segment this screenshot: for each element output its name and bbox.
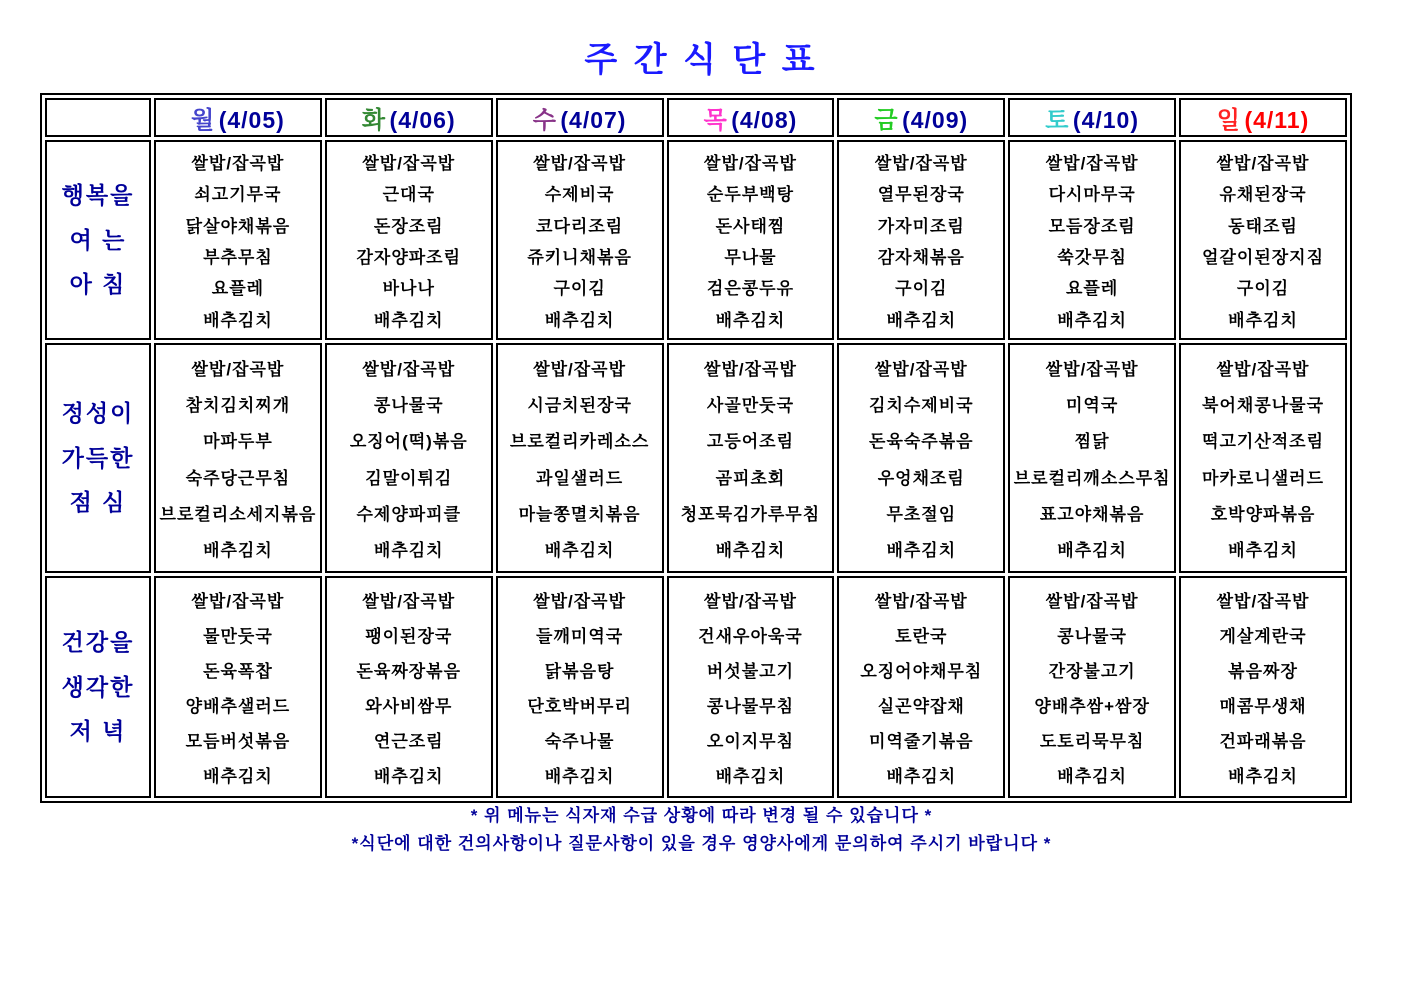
menu-item: 배추김치 — [203, 310, 273, 330]
day-date: (4/09) — [902, 107, 969, 133]
menu-item: 쌀밥/잡곡밥 — [191, 359, 285, 379]
day-name: 목 — [703, 107, 727, 134]
menu-item: 배추김치 — [544, 767, 615, 786]
menu-item: 양배추샐러드 — [185, 697, 291, 716]
menu-item: 쌀밥/잡곡밥 — [533, 154, 627, 174]
menu-cell-content — [669, 142, 833, 338]
menu-item: 배추김치 — [1057, 767, 1127, 786]
menu-item: 배추김치 — [886, 310, 957, 330]
label-line: 정성이 — [61, 399, 135, 426]
day-header-2 — [496, 98, 664, 137]
menu-item: 쑥갓무침 — [1057, 248, 1127, 268]
menu-item: 도토리묵무침 — [1039, 732, 1145, 751]
day-date: (4/05) — [218, 107, 285, 133]
day-header-3 — [667, 98, 835, 137]
menu-item: 배추김치 — [715, 310, 786, 330]
menu-item: 연근조림 — [373, 732, 444, 751]
day-name: 토 — [1045, 107, 1069, 134]
day-name: 일 — [1216, 107, 1240, 134]
menu-item: 쌀밥/잡곡밥 — [362, 359, 456, 379]
menu-item: 배추김치 — [1057, 310, 1127, 330]
menu-item: 볶음짜장 — [1228, 662, 1298, 681]
menu-item: 감자양파조림 — [356, 248, 462, 268]
menu-item: 우엉채조림 — [877, 468, 965, 488]
menu-item: 쇠고기무국 — [194, 185, 282, 205]
menu-item: 배추김치 — [715, 767, 786, 786]
menu-item: 검은콩두유 — [706, 279, 795, 299]
menu-item: 쌀밥/잡곡밥 — [1216, 154, 1310, 174]
day-header-1 — [325, 98, 493, 137]
menu-item: 김치수제비국 — [869, 395, 974, 415]
menu-item: 요플레 — [211, 279, 265, 299]
menu-cell-content — [839, 578, 1003, 796]
menu-item: 열무된장국 — [877, 185, 965, 205]
menu-item: 쌀밥/잡곡밥 — [1045, 592, 1139, 611]
menu-item: 쌀밥/잡곡밥 — [191, 592, 285, 611]
label-line: 저 녁 — [69, 718, 127, 745]
day-name: 화 — [361, 107, 386, 134]
menu-item: 쌀밥/잡곡밥 — [704, 154, 797, 174]
menu-cell-content — [839, 345, 1003, 571]
label-line: 점 심 — [69, 489, 127, 516]
menu-item: 숙주나물 — [544, 732, 615, 751]
menu-item: 배추김치 — [373, 541, 444, 561]
meal-section-label-dinner — [45, 576, 151, 798]
menu-item: 돈사태찜 — [715, 216, 786, 236]
menu-item: 오이지무침 — [706, 732, 795, 751]
menu-cell-breakfast-day0 — [154, 140, 322, 340]
menu-item: 사골만둣국 — [706, 395, 795, 415]
menu-item: 건파래볶음 — [1219, 732, 1307, 751]
menu-item: 닭살야채볶음 — [185, 216, 291, 236]
menu-item: 청포묵김가루무침 — [680, 504, 821, 524]
menu-item: 브로컬리소세지볶음 — [159, 504, 317, 524]
menu-cell-dinner-day2 — [496, 576, 664, 798]
menu-item: 건새우아욱국 — [698, 627, 803, 646]
menu-cell-lunch-day3 — [667, 343, 835, 573]
menu-cell-content — [327, 578, 491, 796]
menu-item: 무초절임 — [886, 504, 957, 524]
menu-cell-lunch-day2 — [496, 343, 664, 573]
menu-item: 쌀밥/잡곡밥 — [362, 592, 456, 611]
menu-item: 콩나물국 — [1057, 627, 1127, 646]
menu-item: 쌀밥/잡곡밥 — [874, 359, 968, 379]
menu-item: 미역줄기볶음 — [869, 732, 974, 751]
menu-cell-dinner-day6 — [1179, 576, 1347, 798]
day-date: (4/11) — [1244, 107, 1310, 133]
menu-item: 쌀밥/잡곡밥 — [704, 359, 797, 379]
menu-cell-content — [156, 345, 320, 571]
menu-cell-content — [1010, 345, 1174, 571]
menu-item: 구이김 — [895, 279, 948, 299]
menu-item: 코다리조림 — [536, 216, 624, 236]
menu-item: 쥬키니채볶음 — [527, 248, 632, 268]
menu-cell-lunch-day6 — [1179, 343, 1347, 573]
day-name: 월 — [191, 107, 215, 134]
menu-cell-lunch-day0 — [154, 343, 322, 573]
menu-item: 배추김치 — [203, 541, 273, 561]
menu-item: 양배추쌈+쌈장 — [1034, 697, 1150, 716]
menu-item: 얼갈이된장지짐 — [1202, 248, 1325, 268]
menu-item: 호박양파볶음 — [1210, 504, 1316, 524]
menu-cell-breakfast-day1 — [325, 140, 493, 340]
menu-item: 고등어조림 — [706, 432, 795, 452]
menu-item: 와사비쌈무 — [365, 697, 453, 716]
menu-item: 닭볶음탕 — [544, 662, 615, 681]
menu-item: 쌀밥/잡곡밥 — [874, 592, 968, 611]
menu-cell-breakfast-day6 — [1179, 140, 1347, 340]
menu-item: 과일샐러드 — [536, 468, 624, 488]
day-date: (4/07) — [560, 107, 627, 133]
menu-item: 배추김치 — [715, 541, 786, 561]
footer-note-2: *식단에 대한 건의사항이나 질문사항이 있을 경우 영양사에게 문의하여 주시기 바랍니다 * — [351, 834, 1052, 853]
menu-item: 돈육폭찹 — [203, 662, 273, 681]
menu-item: 토란국 — [895, 627, 948, 646]
menu-item: 쌀밥/잡곡밥 — [191, 154, 285, 174]
menu-cell-content — [1010, 578, 1174, 796]
corner-cell — [45, 98, 151, 137]
menu-item: 숙주당근무침 — [185, 468, 291, 488]
menu-cell-content — [1181, 142, 1345, 338]
day-date: (4/08) — [731, 107, 798, 133]
menu-cell-dinner-day1 — [325, 576, 493, 798]
menu-item: 배추김치 — [373, 310, 444, 330]
menu-item: 배추김치 — [1228, 541, 1298, 561]
menu-cell-content — [1010, 142, 1174, 338]
label-line: 생각한 — [61, 673, 135, 700]
menu-item: 배추김치 — [886, 541, 957, 561]
menu-item: 오징어(떡)볶음 — [349, 432, 468, 452]
menu-item: 북어채콩나물국 — [1202, 395, 1325, 415]
label-line: 행복을 — [61, 181, 135, 208]
menu-item: 미역국 — [1066, 395, 1119, 415]
menu-cell-dinner-day5 — [1008, 576, 1176, 798]
menu-cell-dinner-day4 — [837, 576, 1005, 798]
menu-item: 모듬버섯볶음 — [185, 732, 291, 751]
menu-item: 순두부백탕 — [706, 185, 795, 205]
menu-item: 브로컬리깨소스무침 — [1013, 468, 1171, 488]
menu-item: 배추김치 — [544, 310, 615, 330]
menu-item: 모듬장조림 — [1048, 216, 1136, 236]
menu-item: 배추김치 — [1057, 541, 1127, 561]
menu-item: 감자채볶음 — [877, 248, 965, 268]
meal-section-label-breakfast — [45, 140, 151, 340]
day-header-5 — [1008, 98, 1176, 137]
day-date: (4/10) — [1072, 107, 1139, 133]
menu-item: 참치김치찌개 — [185, 395, 291, 415]
menu-cell-content — [156, 142, 320, 338]
day-name: 금 — [874, 107, 898, 134]
menu-item: 간장불고기 — [1048, 662, 1136, 681]
day-name: 수 — [532, 107, 556, 134]
menu-cell-content — [1181, 345, 1345, 571]
day-header-0 — [154, 98, 322, 137]
menu-item: 동태조림 — [1228, 216, 1298, 236]
menu-item: 쌀밥/잡곡밥 — [362, 154, 456, 174]
menu-item: 오징어야채무침 — [860, 662, 983, 681]
menu-cell-content — [839, 142, 1003, 338]
menu-item: 요플레 — [1066, 279, 1119, 299]
menu-cell-breakfast-day5 — [1008, 140, 1176, 340]
menu-cell-breakfast-day2 — [496, 140, 664, 340]
menu-cell-content — [327, 345, 491, 571]
menu-item: 바나나 — [382, 279, 435, 299]
menu-cell-content — [327, 142, 491, 338]
label-line: 아 침 — [69, 271, 127, 298]
menu-cell-breakfast-day3 — [667, 140, 835, 340]
menu-item: 배추김치 — [373, 767, 444, 786]
weekly-menu-table — [40, 93, 1352, 803]
menu-item: 돈육숙주볶음 — [869, 432, 974, 452]
menu-cell-dinner-day3 — [667, 576, 835, 798]
menu-item: 부추무침 — [203, 248, 273, 268]
menu-cell-dinner-day0 — [154, 576, 322, 798]
menu-item: 김말이튀김 — [365, 468, 453, 488]
menu-item: 수제양파피클 — [356, 504, 462, 524]
menu-item: 물만둣국 — [203, 627, 273, 646]
day-header-4 — [837, 98, 1005, 137]
menu-item: 쌀밥/잡곡밥 — [533, 359, 627, 379]
menu-item: 유채된장국 — [1219, 185, 1307, 205]
menu-cell-content — [669, 578, 833, 796]
day-header-6 — [1179, 98, 1347, 137]
menu-cell-lunch-day1 — [325, 343, 493, 573]
menu-item: 구이김 — [1236, 279, 1290, 299]
menu-item: 곰피초회 — [715, 468, 786, 488]
menu-item: 버섯불고기 — [706, 662, 795, 681]
menu-item: 쌀밥/잡곡밥 — [874, 154, 968, 174]
menu-item: 팽이된장국 — [365, 627, 453, 646]
menu-item: 단호박버무리 — [527, 697, 632, 716]
menu-item: 쌀밥/잡곡밥 — [1045, 359, 1139, 379]
menu-item: 가자미조림 — [877, 216, 965, 236]
menu-item: 게살계란국 — [1219, 627, 1307, 646]
menu-item: 마카로니샐러드 — [1202, 468, 1325, 488]
menu-item: 매콤무생채 — [1219, 697, 1307, 716]
menu-item: 근대국 — [382, 185, 435, 205]
label-line: 가득한 — [61, 444, 135, 471]
menu-item: 콩나물국 — [373, 395, 444, 415]
label-line: 건강을 — [61, 628, 135, 655]
menu-item: 다시마무국 — [1048, 185, 1136, 205]
menu-item: 시금치된장국 — [527, 395, 632, 415]
menu-item: 마늘쫑멸치볶음 — [518, 504, 641, 524]
menu-cell-breakfast-day4 — [837, 140, 1005, 340]
menu-cell-lunch-day5 — [1008, 343, 1176, 573]
menu-item: 구이김 — [553, 279, 606, 299]
menu-cell-content — [156, 578, 320, 796]
menu-item: 돈육짜장볶음 — [356, 662, 462, 681]
menu-cell-content — [498, 142, 662, 338]
menu-item: 배추김치 — [886, 767, 957, 786]
menu-item: 찜닭 — [1074, 432, 1110, 452]
label-line: 여 는 — [69, 226, 127, 253]
menu-item: 쌀밥/잡곡밥 — [704, 592, 797, 611]
menu-cell-lunch-day4 — [837, 343, 1005, 573]
menu-item: 배추김치 — [1228, 310, 1298, 330]
menu-item: 배추김치 — [544, 541, 615, 561]
menu-item: 들깨미역국 — [536, 627, 624, 646]
meal-section-label-lunch — [45, 343, 151, 573]
menu-item: 브로컬리카레소스 — [509, 432, 650, 452]
menu-item: 떡고기산적조림 — [1202, 432, 1325, 452]
menu-cell-content — [669, 345, 833, 571]
menu-cell-content — [498, 578, 662, 796]
day-date: (4/06) — [389, 107, 456, 133]
menu-item: 돈장조림 — [373, 216, 444, 236]
menu-item: 쌀밥/잡곡밥 — [1216, 359, 1310, 379]
menu-item: 쌀밥/잡곡밥 — [1216, 592, 1310, 611]
menu-item: 배추김치 — [1228, 767, 1298, 786]
footer-note-1: * 위 메뉴는 식자재 수급 상황에 따라 변경 될 수 있습니다 * — [470, 806, 933, 825]
menu-item: 무나물 — [724, 248, 777, 268]
menu-item: 배추김치 — [203, 767, 273, 786]
menu-item: 수제비국 — [544, 185, 615, 205]
menu-item: 쌀밥/잡곡밥 — [1045, 154, 1139, 174]
menu-item: 쌀밥/잡곡밥 — [533, 592, 627, 611]
menu-cell-content — [1181, 578, 1345, 796]
menu-item: 콩나물무침 — [706, 697, 795, 716]
menu-cell-content — [498, 345, 662, 571]
menu-item: 실곤약잡채 — [877, 697, 965, 716]
menu-item: 마파두부 — [203, 432, 273, 452]
page-title: 주 간 식 단 표 — [584, 42, 819, 79]
menu-item: 표고야채볶음 — [1039, 504, 1145, 524]
